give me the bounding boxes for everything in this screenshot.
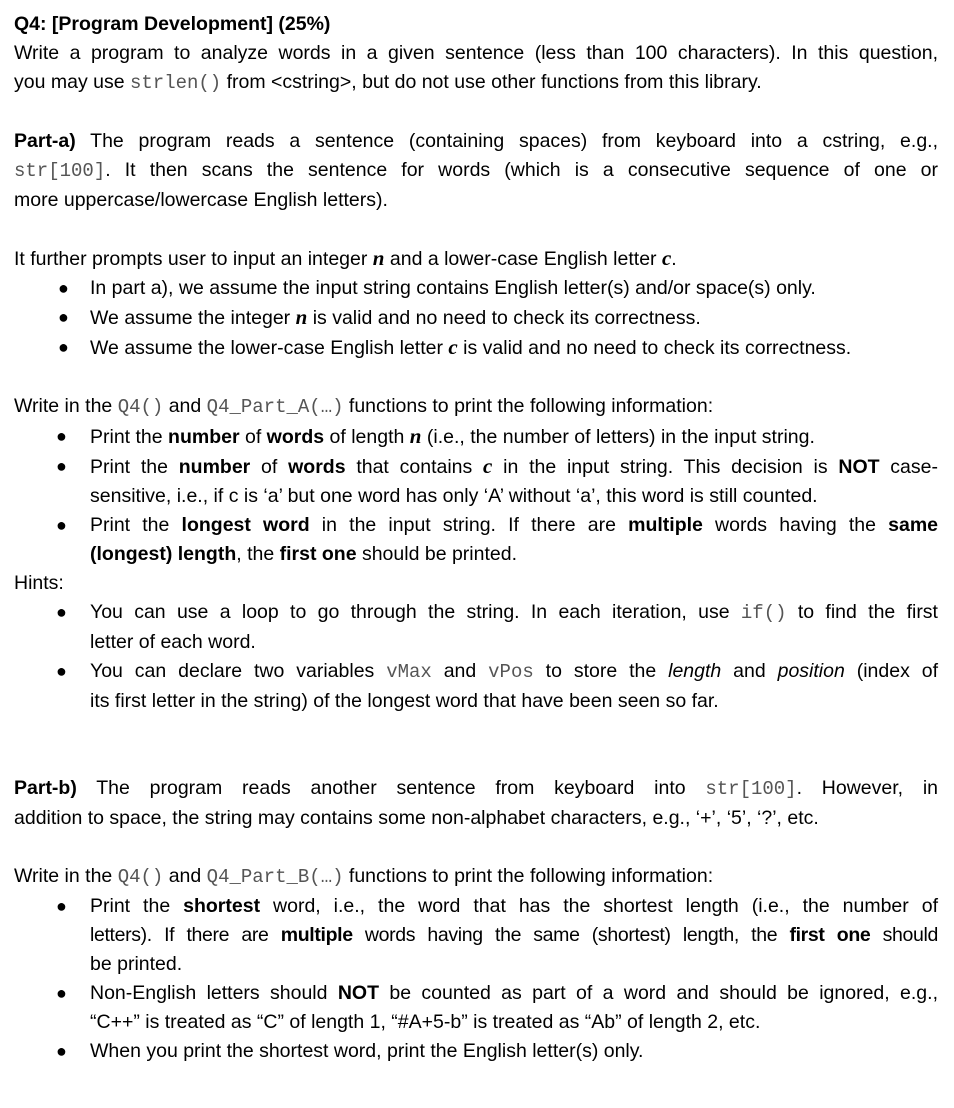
code-vpos: vPos xyxy=(488,661,534,683)
part-b-line-1: Part-b) The program reads another sentence from keyboard into str[100]. However, in xyxy=(14,777,938,800)
part-b-label: Part-b) xyxy=(14,777,77,799)
part-a-line-1: Part-a) The program reads a sentence (containing spaces) from keyboard into a cstring, e.g., xyxy=(14,130,938,152)
task-b-3: ● When you print the shortest word, print the English letter(s) only. xyxy=(14,1037,938,1066)
bullet-icon: ● xyxy=(56,1041,67,1061)
bullet-icon: ● xyxy=(58,307,69,327)
part-a-line-3: more uppercase/lowercase English letters). xyxy=(14,189,388,211)
bullet-icon: ● xyxy=(56,602,67,622)
bullet-icon: ● xyxy=(58,337,69,357)
part-a-label: Part-a) xyxy=(14,130,76,152)
task-b-2: ● Non-English letters should NOT be counted as part of a word and should be ignored, e.g., “C++” is treated as “C” of length 1, “#A+5-b” is treated as “Ab” of length 2, etc. xyxy=(14,979,938,1037)
code-if: if() xyxy=(740,602,787,624)
task-a-1: ● Print the number of words of length n (i.e., the number of letters) in the input string. xyxy=(14,422,938,452)
hints-label: Hints: xyxy=(14,572,64,594)
assumption-2: ● We assume the integer n is valid and no need to check its correctness. xyxy=(14,303,938,333)
code-q4-b: Q4() xyxy=(117,866,164,888)
question-title: Q4: [Program Development] (25%) xyxy=(14,13,331,35)
task-b-1: ● Print the shortest word, i.e., the word that has the shortest length (i.e., the number of letters). If there are multiple words having the same (shortest) length, the first one should be printed. xyxy=(14,892,938,979)
code-vmax: vMax xyxy=(386,661,432,683)
bullet-icon: ● xyxy=(56,426,67,446)
code-str100-b: str[100] xyxy=(705,778,797,800)
var-c: c xyxy=(661,246,672,270)
question-document xyxy=(14,10,938,1066)
intro-line-2: you may use strlen() from <cstring>, but do not use other functions from this library. xyxy=(14,71,762,94)
code-q4: Q4() xyxy=(117,396,164,418)
prompt-line: It further prompts user to input an integer n and a lower-case English letter c. xyxy=(14,246,677,270)
code-q4-part-a: Q4_Part_A(…) xyxy=(206,396,344,418)
intro-line-1: Write a program to analyze words in a given sentence (less than 100 characters). In this question, xyxy=(14,42,938,64)
hint-2: ● You can declare two variables vMax and vPos to store the length and position (index of its first letter in the string) of the longest word that have been seen so far. xyxy=(14,657,938,716)
code-strlen: strlen() xyxy=(129,72,222,94)
var-n: n xyxy=(372,246,385,270)
bullet-icon: ● xyxy=(58,278,69,298)
part-b-line-2: addition to space, the string may contains some non-alphabet characters, e.g., ‘+’, ‘5’, ‘?’, etc. xyxy=(14,807,819,829)
code-str100: str[100] xyxy=(14,160,106,182)
hint-1: ● You can use a loop to go through the string. In each iteration, use if() to find the first letter of each word. xyxy=(14,598,938,657)
part-a-line-2: str[100]. It then scans the sentence for words (which is a consecutive sequence of one or xyxy=(14,159,938,182)
assumption-3: ● We assume the lower-case English letter c is valid and no need to check its correctness. xyxy=(14,333,938,363)
assumption-1: ● In part a), we assume the input string contains English letter(s) and/or space(s) only. xyxy=(14,274,938,303)
part-a-write-line: Write in the Q4() and Q4_Part_A(…) functions to print the following information: xyxy=(14,395,714,418)
bullet-icon: ● xyxy=(56,456,67,476)
bullet-icon: ● xyxy=(56,896,67,916)
code-q4-part-b: Q4_Part_B(…) xyxy=(206,866,344,888)
task-a-3: ● Print the longest word in the input string. If there are multiple words having the same (longest) length, the first one should be printed. xyxy=(14,511,938,569)
bullet-icon: ● xyxy=(56,661,67,681)
bullet-icon: ● xyxy=(56,515,67,535)
part-b-write-line: Write in the Q4() and Q4_Part_B(…) functions to print the following information: xyxy=(14,865,714,888)
task-a-2: ● Print the number of words that contains c in the input string. This decision is NOT case- sensitive, i.e., if c is ‘a’ but one word has only ‘A’ without ‘a’, this word is still counted. xyxy=(56,454,938,507)
bullet-icon: ● xyxy=(56,983,67,1003)
